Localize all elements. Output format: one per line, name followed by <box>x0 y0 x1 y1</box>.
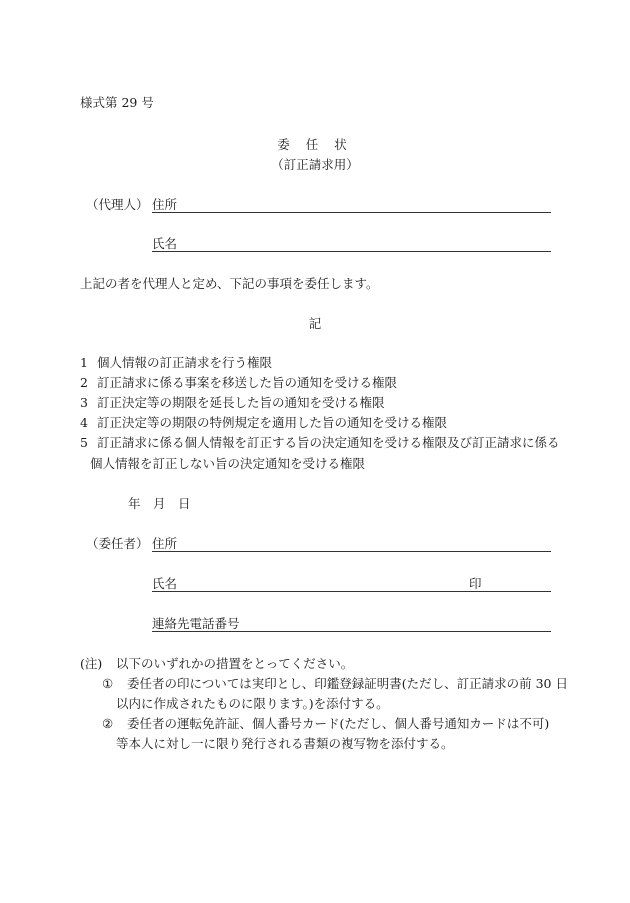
intro-text: 上記の者を代理人と定め、下記の事項を委任します。 <box>80 276 379 291</box>
date-month: 月 <box>153 496 166 511</box>
note-item-text-continuation: 以内に作成されたものに限ります。)を添付する。 <box>116 696 389 711</box>
principal-name-label: 氏名 <box>152 576 178 591</box>
note-item-mark: ② <box>102 716 114 731</box>
principal-phone-label: 連絡先電話番号 <box>152 616 240 631</box>
date-year: 年 <box>128 496 141 511</box>
principal-name-line[interactable] <box>152 591 551 592</box>
document-title: 委 任 状 <box>277 137 353 152</box>
note-item-mark: ① <box>102 676 114 691</box>
item-number: 1 <box>80 355 88 370</box>
principal-phone-line[interactable] <box>152 631 551 632</box>
seal-label: 印 <box>469 576 482 591</box>
item-number: 2 <box>80 375 88 390</box>
item-text: 訂正請求に係る事案を移送した旨の通知を受ける権限 <box>97 375 398 390</box>
item-text: 訂正請求に係る個人情報を訂正する旨の決定通知を受ける権限及び訂正請求に係る <box>97 435 560 450</box>
item-number: 3 <box>80 395 88 410</box>
agent-address-line[interactable] <box>152 212 551 213</box>
document-subtitle: （訂正請求用） <box>271 157 359 172</box>
principal-address-label: 住所 <box>152 536 178 551</box>
item-text: 訂正決定等の期限の特例規定を適用した旨の通知を受ける権限 <box>97 415 448 430</box>
form-number: 様式第 29 号 <box>80 95 154 110</box>
item-number: 5 <box>80 435 88 450</box>
item-number: 4 <box>80 415 88 430</box>
item-text: 訂正決定等の期限を延長した旨の通知を受ける権限 <box>97 395 385 410</box>
principal-address-line[interactable] <box>152 551 551 552</box>
note-item-text: 委任者の運転免許証、個人番号カード(ただし、個人番号通知カードは不可) <box>127 716 550 731</box>
note-label: (注) <box>80 656 103 671</box>
ki-heading: 記 <box>308 316 322 331</box>
date-day: 日 <box>178 496 191 511</box>
note-text: 以下のいずれかの措置をとってください。 <box>116 656 354 671</box>
item-text-continuation: 個人情報を訂正しない旨の決定通知を受ける権限 <box>90 456 366 471</box>
agent-name-label: 氏名 <box>152 236 178 251</box>
note-item-text-continuation: 等本人に対し一に限り発行される書類の複写物を添付する。 <box>116 736 454 751</box>
agent-name-line[interactable] <box>152 251 551 252</box>
agent-address-label: 住所 <box>152 197 178 212</box>
item-text: 個人情報の訂正請求を行う権限 <box>97 355 273 370</box>
note-item-text: 委任者の印については実印とし、印鑑登録証明書(ただし、訂正請求の前 30 日 <box>127 676 568 691</box>
principal-label: （委任者） <box>86 536 149 551</box>
agent-label: （代理人） <box>86 197 149 212</box>
